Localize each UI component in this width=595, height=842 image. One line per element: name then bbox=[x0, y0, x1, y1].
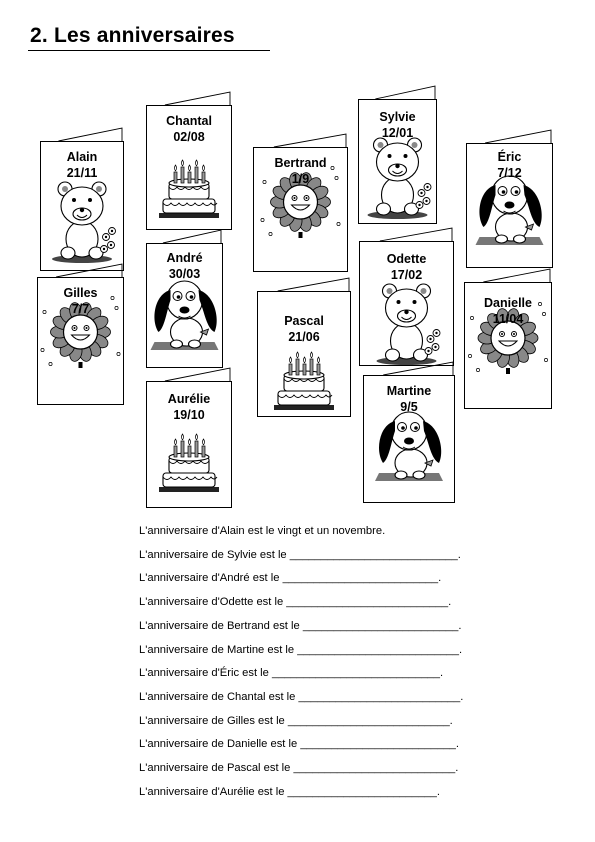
exercise-sentence[interactable]: L'anniversaire de Sylvie est le ___________________________. bbox=[139, 548, 461, 561]
card-date: 19/10 bbox=[173, 408, 205, 422]
card-name: Odette bbox=[386, 252, 427, 266]
card-date: 7/12 bbox=[497, 166, 522, 180]
card-name: Chantal bbox=[166, 114, 212, 128]
card-name: Martine bbox=[386, 384, 432, 398]
card-outline bbox=[40, 127, 126, 273]
card-date: 17/02 bbox=[390, 268, 423, 282]
card-name: Danielle bbox=[484, 296, 532, 310]
exercise-sentence[interactable]: L'anniversaire d'Éric est le ___________________________. bbox=[139, 667, 444, 680]
card-outline bbox=[359, 227, 456, 368]
card-date: 9/5 bbox=[400, 400, 418, 414]
card-name: Pascal bbox=[284, 314, 324, 328]
card-outline bbox=[146, 91, 234, 232]
card-outline bbox=[257, 277, 353, 419]
card-outline bbox=[363, 361, 457, 505]
exercise-sentence[interactable]: L'anniversaire d'André est le _________________________. bbox=[139, 572, 442, 585]
card-date: 7/7 bbox=[71, 302, 90, 316]
card-name: André bbox=[166, 251, 203, 265]
card-name: Alain bbox=[66, 150, 98, 164]
birthday-card bbox=[363, 361, 455, 503]
birthday-card bbox=[358, 85, 437, 224]
birthday-card bbox=[146, 367, 232, 508]
birthday-card bbox=[253, 133, 348, 272]
card-date: 11/04 bbox=[492, 312, 524, 326]
birthday-card bbox=[146, 91, 232, 230]
exercise-sentence[interactable]: L'anniversaire de Gilles est le __________________________. bbox=[139, 714, 453, 727]
exercise-sentence[interactable]: L'anniversaire de Bertrand est le _________________________. bbox=[139, 619, 462, 632]
birthday-card bbox=[146, 229, 223, 368]
exercise-sentence[interactable]: L'anniversaire d'Aurélie est le ________________________. bbox=[139, 785, 440, 798]
exercise-sentence[interactable]: L'anniversaire de Martine est le __________________________. bbox=[139, 643, 463, 656]
card-outline bbox=[253, 133, 350, 274]
birthday-card bbox=[40, 127, 124, 271]
card-date: 02/08 bbox=[173, 130, 205, 144]
card-date: 12/01 bbox=[381, 126, 414, 140]
card-name: Aurélie bbox=[167, 392, 211, 406]
exercise-sentence[interactable]: L'anniversaire de Pascal est le __________________________. bbox=[139, 762, 459, 774]
card-outline bbox=[464, 268, 554, 411]
card-date: 30/03 bbox=[168, 267, 201, 281]
card-name: Éric bbox=[497, 150, 522, 164]
card-date: 21/11 bbox=[66, 166, 98, 180]
card-name: Sylvie bbox=[379, 110, 416, 124]
card-outline bbox=[358, 85, 439, 226]
exercise-sentence[interactable]: L'anniversaire d'Odette est le __________________________. bbox=[139, 596, 452, 609]
exercise-sentence[interactable]: L'anniversaire de Chantal est le __________________________. bbox=[139, 690, 464, 703]
birthday-card bbox=[359, 227, 454, 366]
card-date: 1/9 bbox=[291, 172, 310, 186]
worksheet-title: 2. Les anniversaires bbox=[30, 24, 235, 47]
card-date: 21/06 bbox=[288, 330, 320, 344]
card-outline bbox=[146, 367, 234, 510]
card-name: Gilles bbox=[63, 286, 98, 300]
card-outline bbox=[37, 263, 126, 407]
card-name: Bertrand bbox=[274, 156, 327, 170]
exercise-sentence[interactable]: L'anniversaire de Danielle est le _________________________. bbox=[139, 738, 459, 751]
birthday-card bbox=[464, 268, 552, 409]
birthday-card bbox=[37, 263, 124, 405]
birthday-card bbox=[257, 277, 351, 417]
birthday-card bbox=[466, 129, 553, 268]
title-underline bbox=[28, 50, 270, 51]
example-sentence: L'anniversaire d'Alain est le vingt et un novembre. bbox=[139, 525, 386, 537]
